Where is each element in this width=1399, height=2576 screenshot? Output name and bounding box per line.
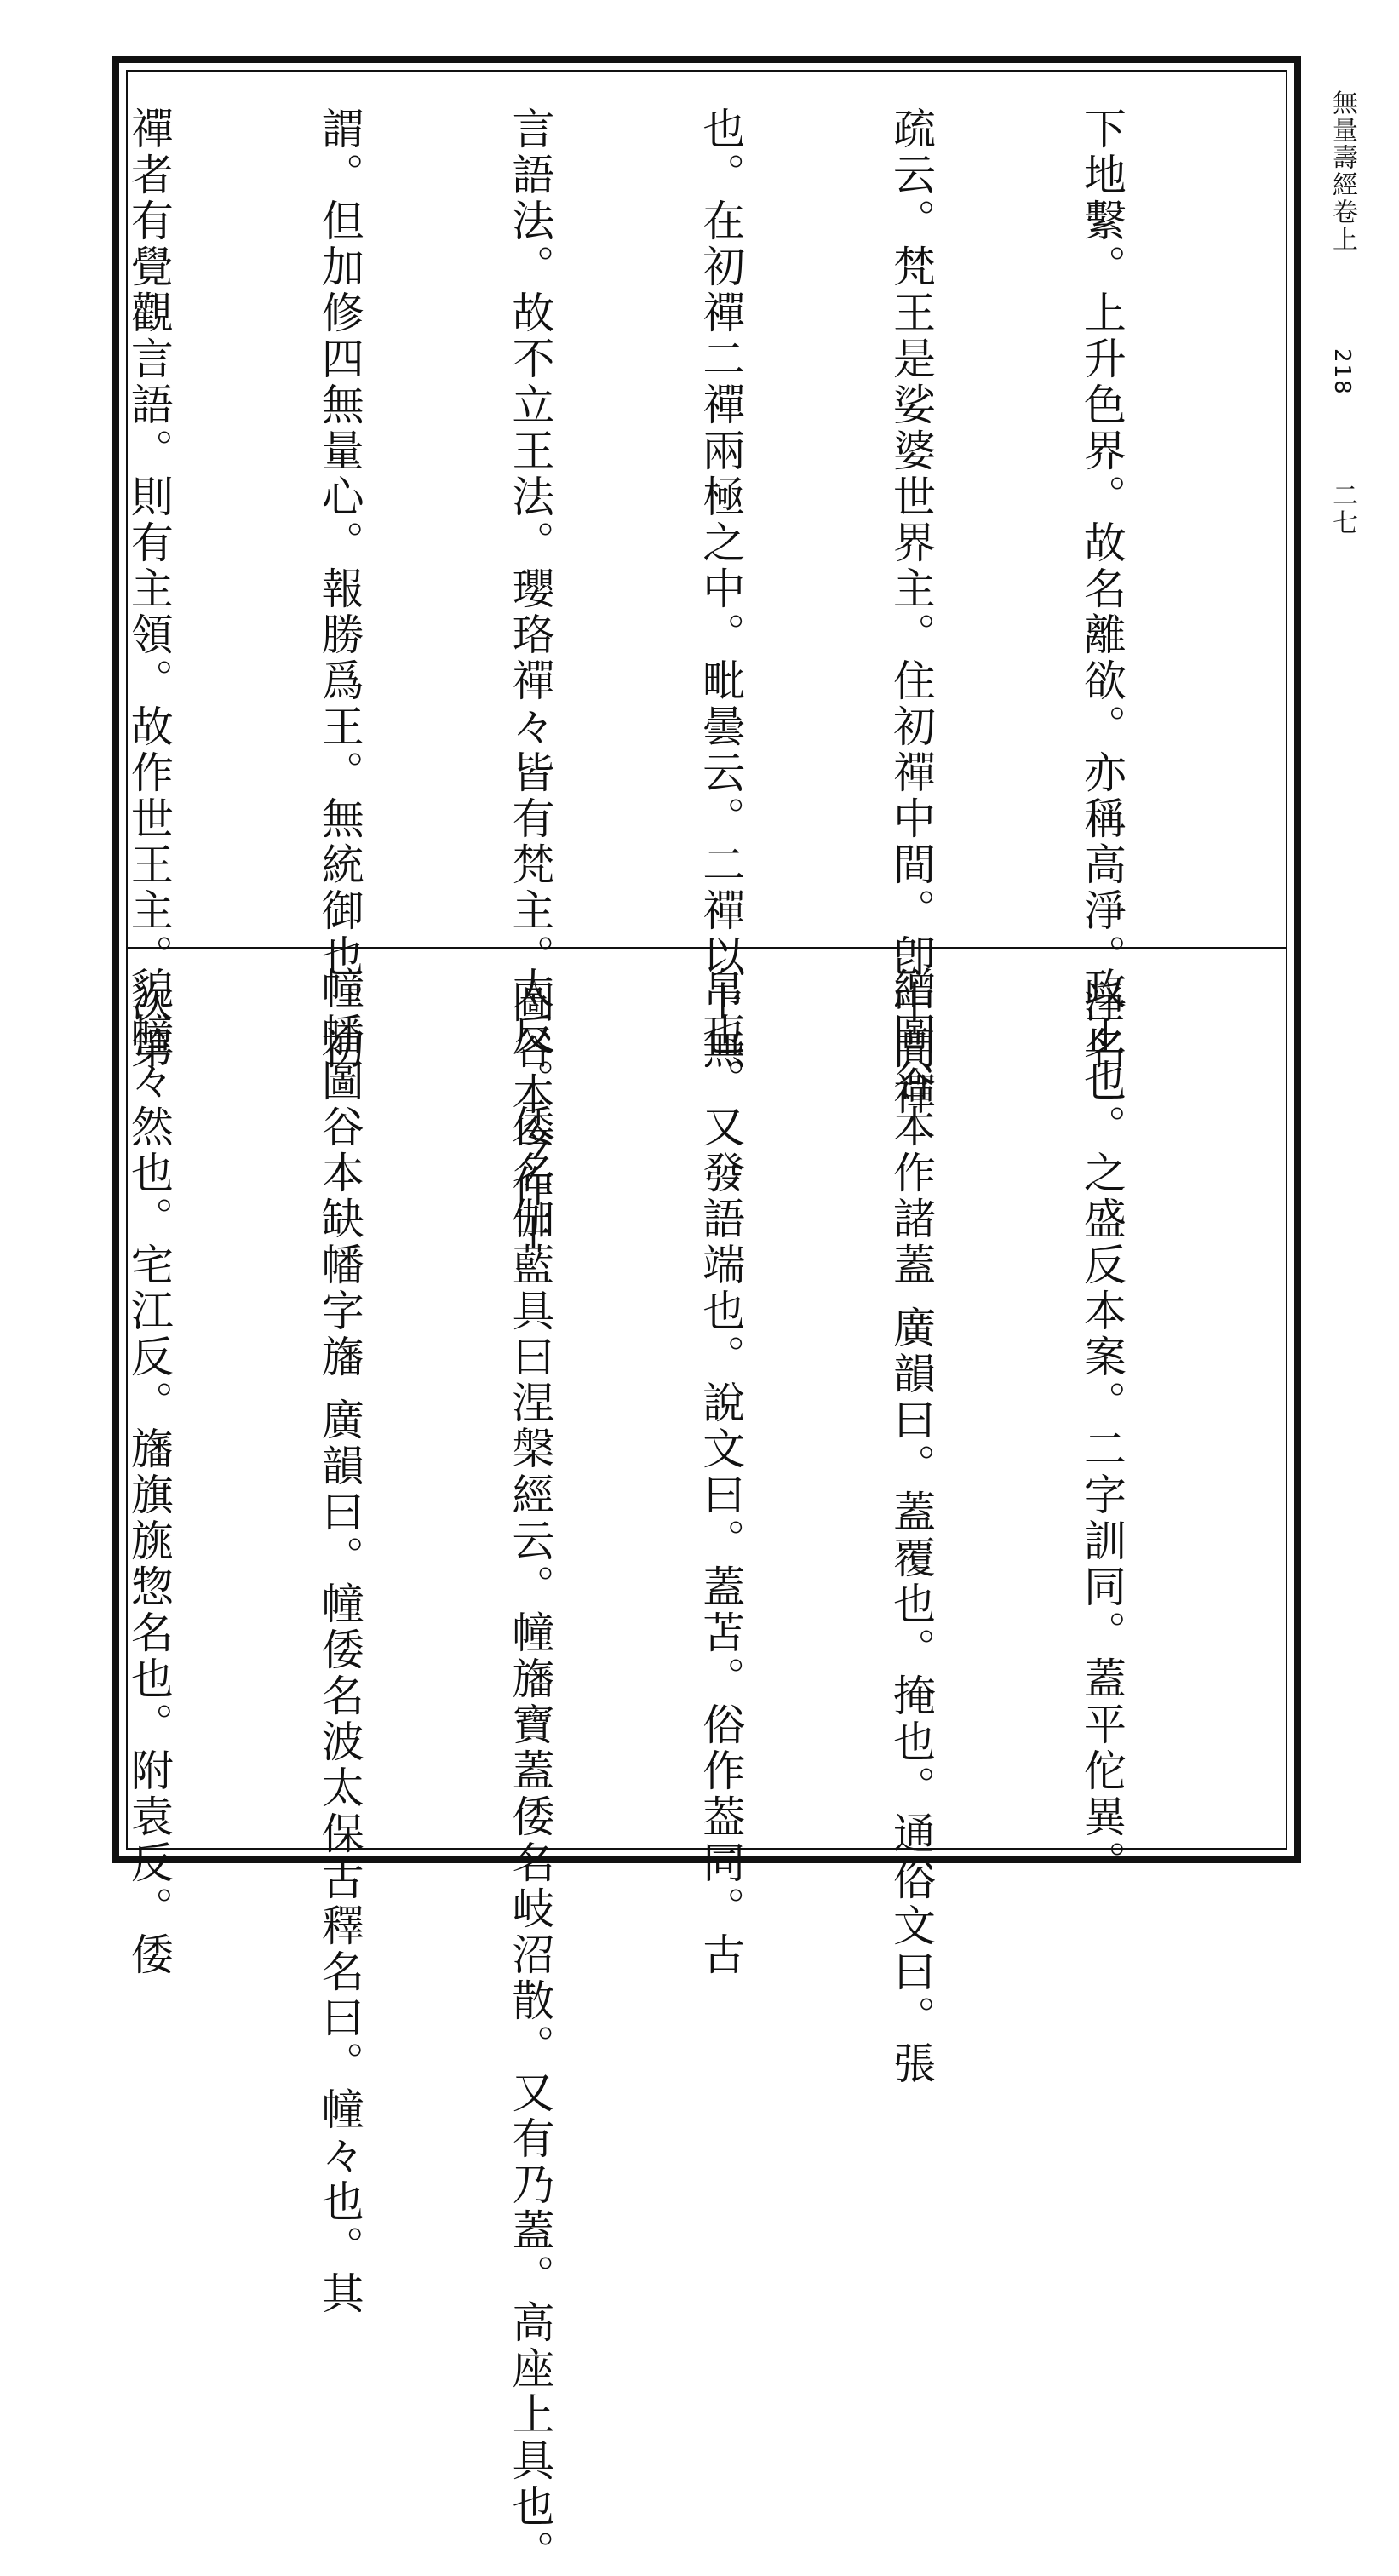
book-title: 無量壽經卷上 bbox=[1327, 89, 1357, 253]
text-column: 疏云。梵王是娑婆世界主。住初禪中間。卽中間禪 bbox=[886, 106, 937, 1118]
text-column: 謂。但加修四無量心。報勝爲王。無統御也。初 bbox=[314, 106, 364, 1072]
text-column: 禪者有覺觀言語。則有主領。故作世王主。次第 bbox=[123, 106, 174, 1072]
text-column: 也。在初禪二禪兩極之中。毗曇云。二禪以上無 bbox=[696, 106, 746, 1072]
page-number: 218 bbox=[1329, 347, 1355, 396]
page-kanji-number: 二七 bbox=[1327, 481, 1357, 536]
text-column: 帛也。又發語端也。說文曰。蓋苫。俗作葢同。古 bbox=[696, 967, 746, 1978]
text-column: 幢幡圖谷本缺幡字旛 廣韻曰。幢倭名波太保古釋名曰。幢々也。其 bbox=[314, 967, 364, 2317]
lower-text-panel bbox=[123, 967, 1260, 2576]
text-column: 太反。倭名伽藍具曰涅槃經云。幢旛寶蓋倭名岐沼散。又有乃蓋。高座上具也。 bbox=[505, 967, 555, 2576]
text-column: 下地繫。上升色界。故名離欲。亦稱高淨。淨名 bbox=[1076, 106, 1127, 1072]
text-column: 貌幢々然也。宅江反。旛旗旐惣名也。附袁反。倭 bbox=[123, 967, 174, 1978]
upper-text-panel bbox=[123, 106, 1260, 1256]
running-header bbox=[1318, 89, 1361, 1827]
text-column: 言語法。故不立王法。瓔珞禪々皆有梵主。圖谷本今作王 bbox=[505, 106, 555, 1256]
text-column: 繒圖谷本作諸蓋 廣韻曰。蓋覆也。掩也。通俗文曰。張 bbox=[886, 967, 937, 2087]
text-column: 政正也。之盛反本案。二字訓同。蓋平佗異。 bbox=[1076, 967, 1127, 1886]
